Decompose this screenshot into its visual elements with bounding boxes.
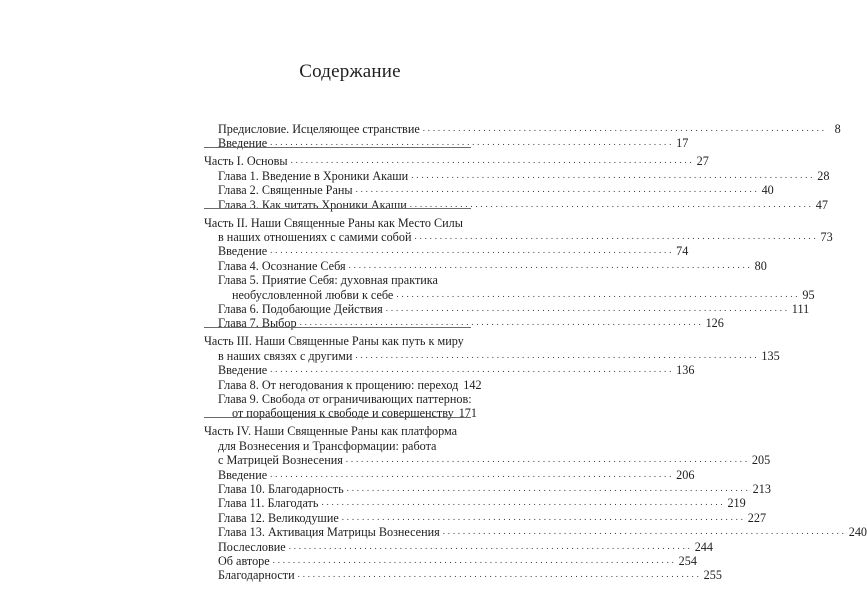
section-divider	[204, 147, 471, 148]
toc-page-number: 255	[703, 568, 722, 582]
toc-entry	[218, 482, 771, 496]
toc-entry	[218, 302, 810, 316]
toc-entry	[218, 230, 833, 244]
toc-entry-title: для Вознесения и Трансформации: работа	[218, 439, 437, 453]
toc-entry-title: с Матрицей Вознесения	[218, 453, 343, 467]
toc-page-number: 219	[727, 496, 746, 510]
toc-page-number: 205	[751, 453, 771, 467]
toc-entry	[218, 468, 695, 482]
toc-entry	[218, 244, 689, 258]
toc-page-number: 95	[802, 288, 815, 302]
toc-entry	[218, 259, 767, 273]
toc-page-number: 27	[696, 154, 709, 168]
toc-entry-title: Глава 5. Приятие Себя: духовная практика	[218, 273, 438, 287]
toc-entry	[232, 288, 815, 302]
toc-entry	[218, 496, 746, 510]
toc-entry-title: Глава 2. Священные Раны	[218, 183, 353, 197]
toc-entry	[218, 392, 472, 406]
toc-entry	[218, 525, 867, 539]
toc-entry-title: Глава 3. Как читать Хроники Акаши	[218, 198, 407, 212]
toc-page-number: 213	[752, 482, 771, 496]
dot-leader: ................................................................................	[396, 289, 801, 299]
toc-entry	[218, 554, 697, 568]
dot-leader: ................................................................................	[355, 184, 760, 194]
toc-entry-title: Глава 10. Благодарность	[218, 482, 344, 496]
toc-entry-title: Часть IV. Наши Священные Раны как платформа	[204, 424, 458, 438]
toc-entry	[218, 273, 438, 287]
toc-entry-title: Глава 4. Осознание Себя	[218, 259, 346, 273]
toc-entry-title: Глава 6. Подобающие Действия	[218, 302, 383, 316]
toc-entry	[218, 540, 713, 554]
dot-leader: ................................................................................	[297, 569, 702, 579]
toc-entry-title: Часть I. Основы	[204, 154, 288, 168]
toc-entry	[218, 568, 722, 582]
toc-entry-title: необусловленной любви к себе	[232, 288, 394, 302]
dot-leader: ................................................................................	[321, 497, 726, 507]
dot-leader: ................................................................................	[348, 260, 753, 270]
toc-page-number: 254	[678, 554, 697, 568]
toc-entry	[218, 183, 774, 197]
toc-entry-title: в наших связях с другими	[218, 349, 353, 363]
toc-page-number: 17	[676, 136, 689, 150]
toc-entry	[218, 453, 771, 467]
toc-entry-title: Глава 9. Свобода от ограничивающих паттернов:	[218, 392, 472, 406]
toc-entry-title: Об авторе	[218, 554, 270, 568]
dot-leader: ................................................................................	[411, 170, 816, 180]
toc-entry	[204, 424, 457, 438]
toc-entry-title: Введение	[218, 136, 268, 150]
dot-leader: ................................................................................	[409, 199, 814, 209]
toc-entry	[218, 378, 482, 392]
toc-page-number: 73	[820, 230, 833, 244]
toc-entry-title: в наших отношениях с самими собой	[218, 230, 412, 244]
section-divider	[204, 208, 471, 209]
toc-entry-title: Введение	[218, 468, 268, 482]
dot-leader: ................................................................................	[270, 245, 675, 255]
toc-page-number: 111	[791, 302, 810, 316]
dot-leader: ................................................................................	[270, 137, 675, 147]
toc-entry	[204, 216, 463, 230]
toc-entry-title: от порабощения к свободе и совершенству	[232, 406, 454, 420]
dot-leader: ................................................................................	[272, 555, 677, 565]
toc-page-number: 206	[676, 468, 695, 482]
toc-entry-title: Послесловие	[218, 540, 286, 554]
section-divider	[204, 327, 471, 328]
toc-page-number: 244	[694, 540, 713, 554]
toc-entry-title: Глава 8. От негодования к прощению: переход	[218, 378, 459, 392]
toc-page-number: 40	[761, 183, 774, 197]
toc-entry	[218, 349, 780, 363]
dot-leader: ................................................................................	[341, 512, 746, 522]
toc-entry	[204, 154, 709, 168]
dot-leader: ................................................................................	[414, 231, 819, 241]
toc-entry-title: Глава 12. Великодушие	[218, 511, 339, 525]
toc-entry	[204, 334, 464, 348]
section-divider	[204, 417, 471, 418]
toc-page-number: 142	[463, 378, 482, 392]
toc-entry-title: Глава 13. Активация Матрицы Вознесения	[218, 525, 440, 539]
toc-entry-title: Введение	[218, 363, 268, 377]
toc-entry	[218, 511, 767, 525]
toc-page-number: 135	[761, 349, 780, 363]
toc-entry-title: Введение	[218, 244, 268, 258]
dot-leader: ................................................................................	[288, 541, 693, 551]
toc-page-number: 171	[458, 406, 477, 420]
dot-leader: ................................................................................	[442, 526, 847, 536]
toc-entry-title: Глава 1. Введение в Хроники Акаши	[218, 169, 409, 183]
dot-leader: ................................................................................	[346, 483, 751, 493]
dot-leader: ................................................................................	[270, 469, 675, 479]
toc-page-number: 227	[747, 511, 767, 525]
toc-entry-title: Глава 7. Выбор	[218, 316, 297, 330]
toc-page-number: 136	[676, 363, 695, 377]
toc-page-number: 240	[848, 525, 867, 539]
toc-page-number: 28	[817, 169, 830, 183]
dot-leader: ................................................................................	[270, 364, 675, 374]
toc-entry-title: Часть III. Наши Священные Раны как путь к миру	[204, 334, 464, 348]
toc-entry	[218, 439, 436, 453]
toc-entry	[218, 363, 695, 377]
toc-entry-title: Предисловие. Исцеляющее странствие	[218, 122, 420, 136]
dot-leader: ................................................................................	[355, 350, 760, 360]
toc-entry	[218, 122, 841, 136]
toc-page-number: 8	[834, 122, 841, 136]
toc-entry-title: Благодарности	[218, 568, 295, 582]
toc-page-number: 80	[754, 259, 767, 273]
dot-leader: ................................................................................	[422, 123, 827, 133]
dot-leader: ................................................................................	[345, 454, 750, 464]
toc-entry-title: Часть II. Наши Священные Раны как Место Силы	[204, 216, 463, 230]
dot-leader: ................................................................................	[385, 303, 790, 313]
toc-entry	[218, 198, 828, 212]
toc-entry-title: Глава 11. Благодать	[218, 496, 319, 510]
toc-entry	[218, 169, 830, 183]
toc-page-number: 126	[705, 316, 724, 330]
page-title: Содержание	[299, 61, 401, 82]
dot-leader: ................................................................................	[290, 155, 695, 165]
dot-leader: ................................................................................	[299, 317, 704, 327]
toc-page-number: 47	[815, 198, 828, 212]
toc-page-number: 74	[676, 244, 689, 258]
